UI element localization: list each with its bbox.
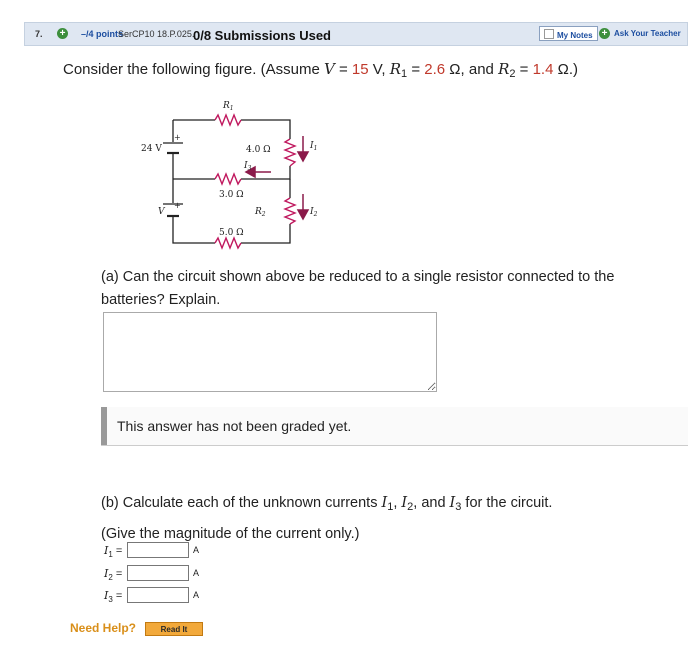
battery-24v	[163, 143, 183, 153]
resistor-4ohm	[285, 139, 295, 166]
i1-input[interactable]	[127, 542, 189, 558]
circuit-figure	[120, 90, 330, 260]
label-24v: 24 V	[141, 144, 162, 154]
read-it-button[interactable]: Read It	[145, 622, 203, 636]
label-i1: $I_1$	[310, 141, 318, 152]
question-header	[24, 22, 688, 46]
v-value: 15	[351, 61, 369, 78]
resistor-r2	[285, 198, 295, 224]
label-r1: $R_1$	[223, 101, 234, 112]
problem-source: SerCP10 18.P.025.	[118, 29, 195, 39]
i2-unit: A	[193, 568, 200, 578]
label-i2: $I_2$	[310, 207, 318, 218]
part-b-question: (b) Calculate each of the unknown currents $I_1$, $I_2$, and $I_3$ for the circuit. (Give the magnitude of the current only.)	[101, 495, 553, 542]
label-5ohm: 5.0 Ω	[219, 228, 244, 238]
label-4ohm: 4.0 Ω	[246, 145, 271, 155]
resistor-5ohm	[215, 238, 241, 248]
part-a-question: (a) Can the circuit shown above be reduced to a single resistor connected to the batteries? Explain.	[101, 269, 615, 308]
my-notes-button[interactable]: My Notes	[539, 26, 598, 41]
i3-input[interactable]	[127, 587, 189, 603]
label-r2: $R_2$	[255, 207, 266, 218]
resistor-3ohm	[215, 174, 241, 184]
current-i1-arrow	[298, 136, 308, 161]
problem-statement: Consider the following figure. (Assume V = 15 V, $R_1 = 2.6$ Ω, and $R_2 = 1.4$ Ω.)	[63, 60, 578, 80]
current-i2-arrow	[298, 194, 308, 219]
r2-value: 1.4	[532, 61, 554, 78]
expand-icon[interactable]: +	[57, 28, 68, 39]
part-b-note: (Give the magnitude of the current only.)	[101, 526, 360, 542]
label-v: V	[158, 207, 165, 217]
part-a-answer-field[interactable]	[103, 312, 437, 392]
need-help-label: Need Help?	[70, 621, 137, 635]
divider	[101, 445, 688, 446]
plus-bottom: +	[174, 201, 181, 210]
i1-unit: A	[193, 545, 200, 555]
r1-value: 2.6	[424, 61, 446, 78]
ask-teacher-link[interactable]: Ask Your Teacher	[614, 29, 681, 38]
resistor-r1	[215, 115, 241, 125]
i2-input[interactable]	[127, 565, 189, 581]
submissions-used: 0/8 Submissions Used	[193, 28, 331, 43]
label-i3: $I_3$	[244, 161, 252, 172]
question-number: 7.	[35, 29, 43, 39]
plus-top: +	[174, 133, 181, 142]
notes-icon	[544, 29, 554, 39]
i3-unit: A	[193, 590, 200, 600]
grading-status: This answer has not been graded yet.	[101, 407, 688, 445]
ask-teacher-icon[interactable]: +	[599, 28, 610, 39]
points-label: –/4 points	[81, 29, 124, 39]
label-3ohm: 3.0 Ω	[219, 190, 244, 200]
